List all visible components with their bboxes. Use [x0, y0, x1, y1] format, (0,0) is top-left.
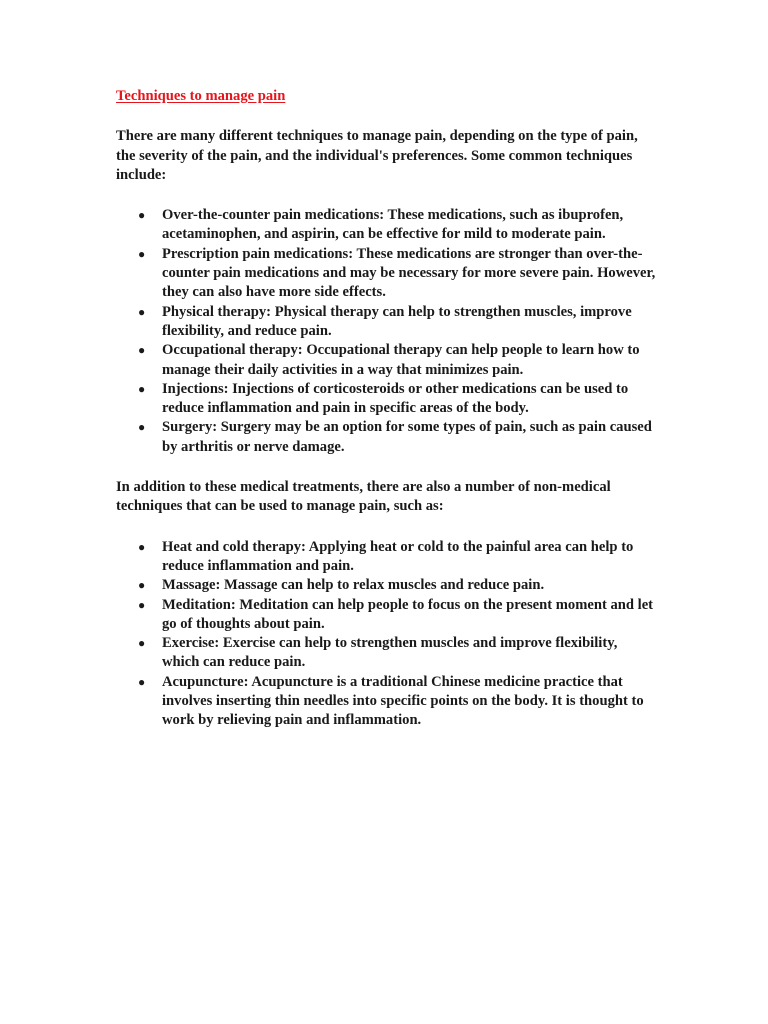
bullet-icon: ● — [138, 539, 146, 554]
document-title: Techniques to manage pain — [116, 88, 286, 104]
bullet-icon: ● — [138, 420, 146, 435]
list-item — [116, 596, 656, 635]
list-item-text: Occupational therapy: Occupational therapy can help people to learn how to manage their daily activities in a way that minimizes pain. — [162, 342, 640, 378]
bullet-icon: ● — [138, 636, 146, 651]
bullet-icon: ● — [138, 578, 146, 593]
list-item — [116, 538, 656, 577]
list-item — [116, 576, 656, 595]
non-medical-techniques-list — [116, 538, 656, 731]
list-item-text: Massage: Massage can help to relax muscles and reduce pain. — [162, 577, 545, 594]
list-item — [116, 634, 656, 673]
list-item-text: Injections: Injections of corticosteroids or other medications can be used to reduce inflammation and pain in specific areas of the body. — [162, 380, 629, 417]
list-item-text: Heat and cold therapy: Applying heat or cold to the painful area can help to reduce inflammation and pain. — [162, 538, 634, 574]
list-item — [116, 380, 656, 419]
bullet-icon: ● — [138, 674, 146, 689]
list-item-text: Exercise: Exercise can help to strengthen muscles and improve flexibility, which can reduce pain. — [162, 635, 618, 671]
list-item-text: Surgery: Surgery may be an option for some types of pain, such as pain caused by arthritis or nerve damage. — [162, 419, 652, 455]
list-item — [116, 418, 656, 457]
list-item — [116, 341, 656, 380]
bullet-icon: ● — [138, 597, 146, 612]
intro-paragraph: There are many different techniques to manage pain, depending on the type of pain, the severity of the pain, and the individual's preferences. Some common techniques include: — [116, 128, 638, 183]
list-item — [116, 245, 656, 303]
bullet-icon: ● — [138, 246, 146, 261]
list-item-text: Physical therapy: Physical therapy can help to strengthen muscles, improve flexibility, and reduce pain. — [162, 303, 632, 339]
bullet-icon: ● — [138, 304, 146, 319]
list-item — [116, 673, 656, 731]
list-item-text: Acupuncture: Acupuncture is a traditional Chinese medicine practice that involves inserting thin needles into specific points on the body. It is thought to work by relieving pain and inflammation. — [162, 673, 644, 729]
bullet-icon: ● — [138, 381, 146, 396]
medical-techniques-list — [116, 206, 656, 457]
list-item — [116, 206, 656, 245]
document-body — [116, 87, 656, 752]
list-item — [116, 303, 656, 342]
list-item-text: Meditation: Meditation can help people to focus on the present moment and let go of thoughts about pain. — [162, 596, 654, 632]
list-item-text: Over-the-counter pain medications: These medications, such as ibuprofen, acetaminophen, and aspirin, can be effective for mild to moderate pain. — [162, 207, 624, 243]
list-item-text: Prescription pain medications: These medications are stronger than over-the-counter pain medications and may be necessary for more severe pain. However, they can also have more side effects. — [162, 245, 656, 301]
transition-paragraph: In addition to these medical treatments, there are also a number of non-medical techniques that can be used to manage pain, such as: — [116, 479, 611, 515]
bullet-icon: ● — [138, 208, 146, 223]
bullet-icon: ● — [138, 343, 146, 358]
